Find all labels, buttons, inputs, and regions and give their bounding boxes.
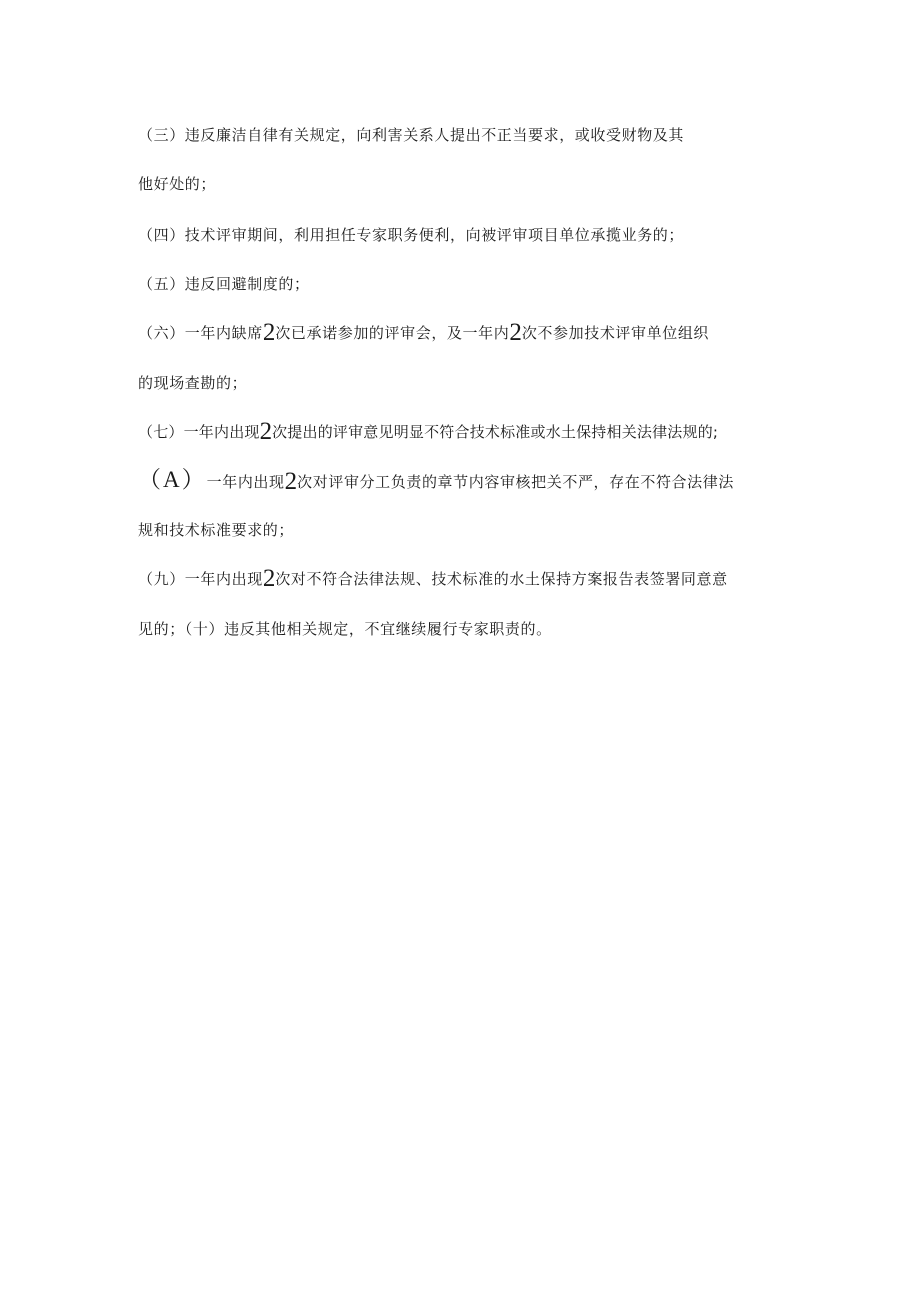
paragraph-line: 的现场查勘的；	[138, 374, 248, 392]
paragraph-line: （四）技术评审期间，利用担任专家职务便利，向被评审项目单位承揽业务的；	[138, 226, 685, 244]
paragraph-line: 见的；（十）违反其他相关规定，不宜继续履行专家职责的。	[138, 620, 552, 638]
paragraph-line	[138, 469, 798, 493]
paragraph-line	[138, 319, 798, 346]
paragraph-line: （三）违反廉洁自律有关规定，向利害关系人提出不正当要求，或收受财物及其	[138, 126, 685, 144]
text-segment: 一年内出现	[206, 473, 285, 491]
number-text: 2	[509, 319, 522, 346]
text-segment: （九）一年内出现	[138, 570, 263, 588]
text-segment: （七）一年内出现	[138, 423, 260, 441]
paragraph-line	[138, 565, 798, 592]
text-segment: （六）一年内缺席	[138, 324, 263, 342]
number-text: 2	[262, 319, 276, 346]
text-segment: 次已承诺参加的评审会，及一年内	[275, 324, 510, 342]
paragraph-line: 规和技术标准要求的；	[138, 521, 295, 539]
number-text: 2	[262, 565, 276, 592]
paragraph-line: 他好处的；	[138, 175, 217, 193]
text-segment: 次对评审分工负责的章节内容审核把关不严，存在不符合法律法	[297, 473, 734, 491]
text-segment: 次提出的评审意见明显不符合技术标准或水土保持相关法律法规的;	[272, 423, 719, 441]
paragraph-line: （五）违反回避制度的；	[138, 275, 310, 293]
text-segment: 次对不符合法律法规、技术标准的水土保持方案报告表签署同意意	[275, 570, 728, 588]
paragraph-line	[138, 418, 798, 445]
item-number: （A）	[138, 467, 207, 492]
number-text: 2	[259, 418, 273, 445]
text-segment: 次不参加技术评审单位组织	[521, 324, 710, 342]
number-text: 2	[284, 468, 298, 495]
